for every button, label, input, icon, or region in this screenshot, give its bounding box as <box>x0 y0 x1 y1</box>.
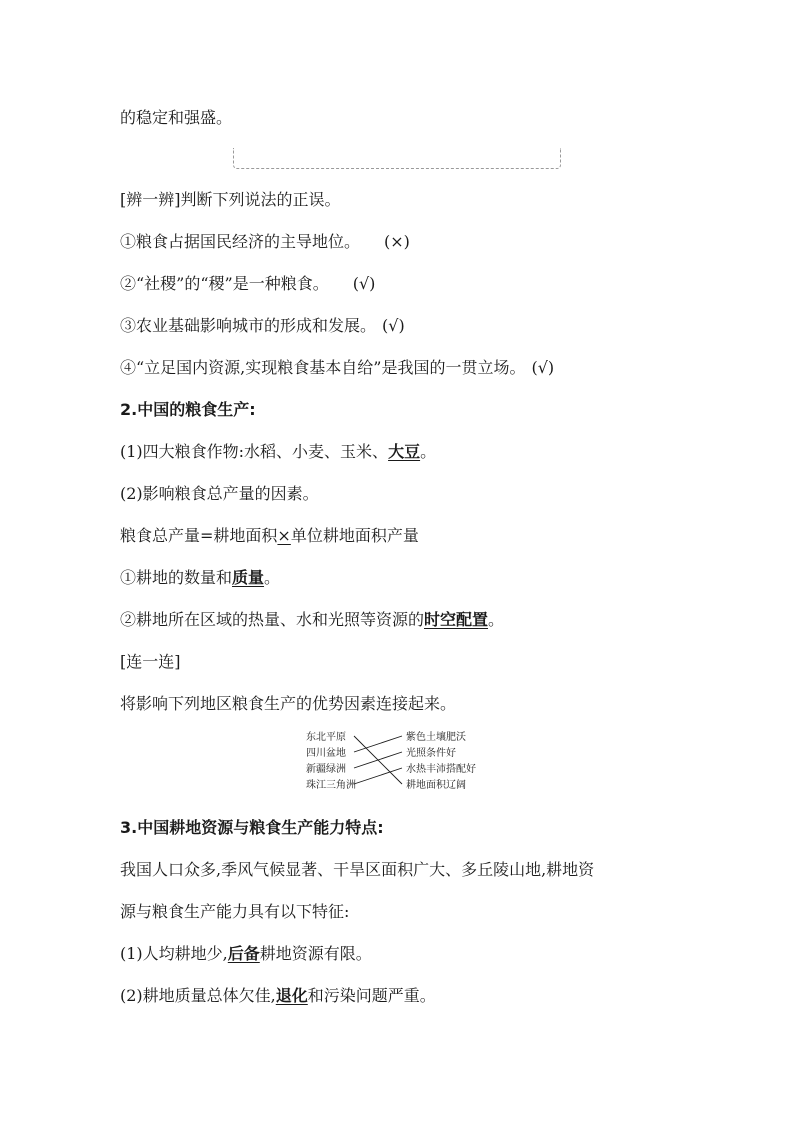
answer-fill: 时空配置 <box>424 610 489 629</box>
factor-2 <box>120 610 504 630</box>
answer-fill: 后备 <box>227 944 260 963</box>
item-text: (1)四大粮食作物:水稻、小麦、玉米、 <box>120 442 389 461</box>
dashed-box-divider <box>233 148 561 169</box>
factor-1 <box>120 568 280 588</box>
judgement-text: ①粮食占据国民经济的主导地位。 <box>120 232 361 251</box>
item-text: (2)耕地质量总体欠佳, <box>120 986 276 1005</box>
match-right-label: 水热丰沛搭配好 <box>406 764 476 775</box>
section-3-item-2 <box>120 986 436 1006</box>
item-text: ②耕地所在区域的热量、水和光照等资源的 <box>120 610 425 629</box>
match-left-label: 四川盆地 <box>306 748 346 759</box>
match-left-label: 东北平原 <box>306 732 346 743</box>
item-suffix: 和污染问题严重。 <box>307 986 436 1005</box>
formula-line <box>120 526 419 546</box>
section-3-paragraph-line-1: 我国人口众多,季风气候显著、干旱区面积广大、多丘陵山地,耕地资 <box>120 860 595 879</box>
judgement-mark: (×) <box>384 232 410 251</box>
match-right-label: 耕地面积辽阔 <box>406 780 466 791</box>
item-suffix: 。 <box>264 568 281 587</box>
item-suffix: 。 <box>488 610 505 629</box>
item-text: (1)人均耕地少, <box>120 944 228 963</box>
section-2-item-2: (2)影响粮食总产量的因素。 <box>120 484 319 503</box>
judgement-item-2 <box>120 274 375 294</box>
match-left-label: 珠江三角洲 <box>306 780 356 791</box>
item-suffix: 耕地资源有限。 <box>259 944 372 963</box>
judgement-text: ②“社稷”的“稷”是一种粮食。 <box>120 274 329 293</box>
judgement-mark: (√) <box>382 316 405 335</box>
lianyilian-instruction: 将影响下列地区粮食生产的优势因素连接起来。 <box>120 694 457 713</box>
formula-text: 粮食总产量=耕地面积 <box>120 526 278 545</box>
match-connector-line <box>354 736 402 752</box>
times-symbol: × <box>277 526 291 545</box>
bianyibian-heading: [辨一辨]判断下列说法的正误。 <box>120 190 341 209</box>
judgement-item-1 <box>120 232 410 252</box>
match-left-label: 新疆绿洲 <box>306 764 346 775</box>
section-3-title: 3.中国耕地资源与粮食生产能力特点: <box>120 818 384 837</box>
match-connector-line <box>354 752 402 768</box>
judgement-item-3 <box>120 316 405 336</box>
item-text: ①耕地的数量和 <box>120 568 233 587</box>
section-2-item-1 <box>120 442 436 462</box>
match-right-label: 光照条件好 <box>406 748 456 759</box>
section-3-item-1 <box>120 944 372 964</box>
item-suffix: 。 <box>420 442 437 461</box>
section-3-paragraph-line-2: 源与粮食生产能力具有以下特征: <box>120 902 350 921</box>
match-right-label: 紫色土壤肥沃 <box>406 732 466 743</box>
answer-fill: 退化 <box>275 986 308 1005</box>
continuation-line: 的稳定和强盛。 <box>120 108 233 127</box>
section-2-title: 2.中国的粮食生产: <box>120 400 256 419</box>
answer-fill: 质量 <box>232 568 265 587</box>
formula-text: 单位耕地面积产量 <box>290 526 419 545</box>
match-connector-line <box>354 768 402 784</box>
judgement-item-4 <box>120 358 554 378</box>
answer-fill: 大豆 <box>388 442 421 461</box>
judgement-mark: (√) <box>531 358 555 377</box>
lianyilian-heading: [连一连] <box>120 652 181 671</box>
judgement-mark: (√) <box>352 274 376 293</box>
judgement-text: ③农业基础影响城市的形成和发展。 <box>120 316 377 335</box>
judgement-text: ④“立足国内资源,实现粮食基本自给”是我国的一贯立场。 <box>120 358 526 377</box>
matching-diagram <box>306 728 496 794</box>
